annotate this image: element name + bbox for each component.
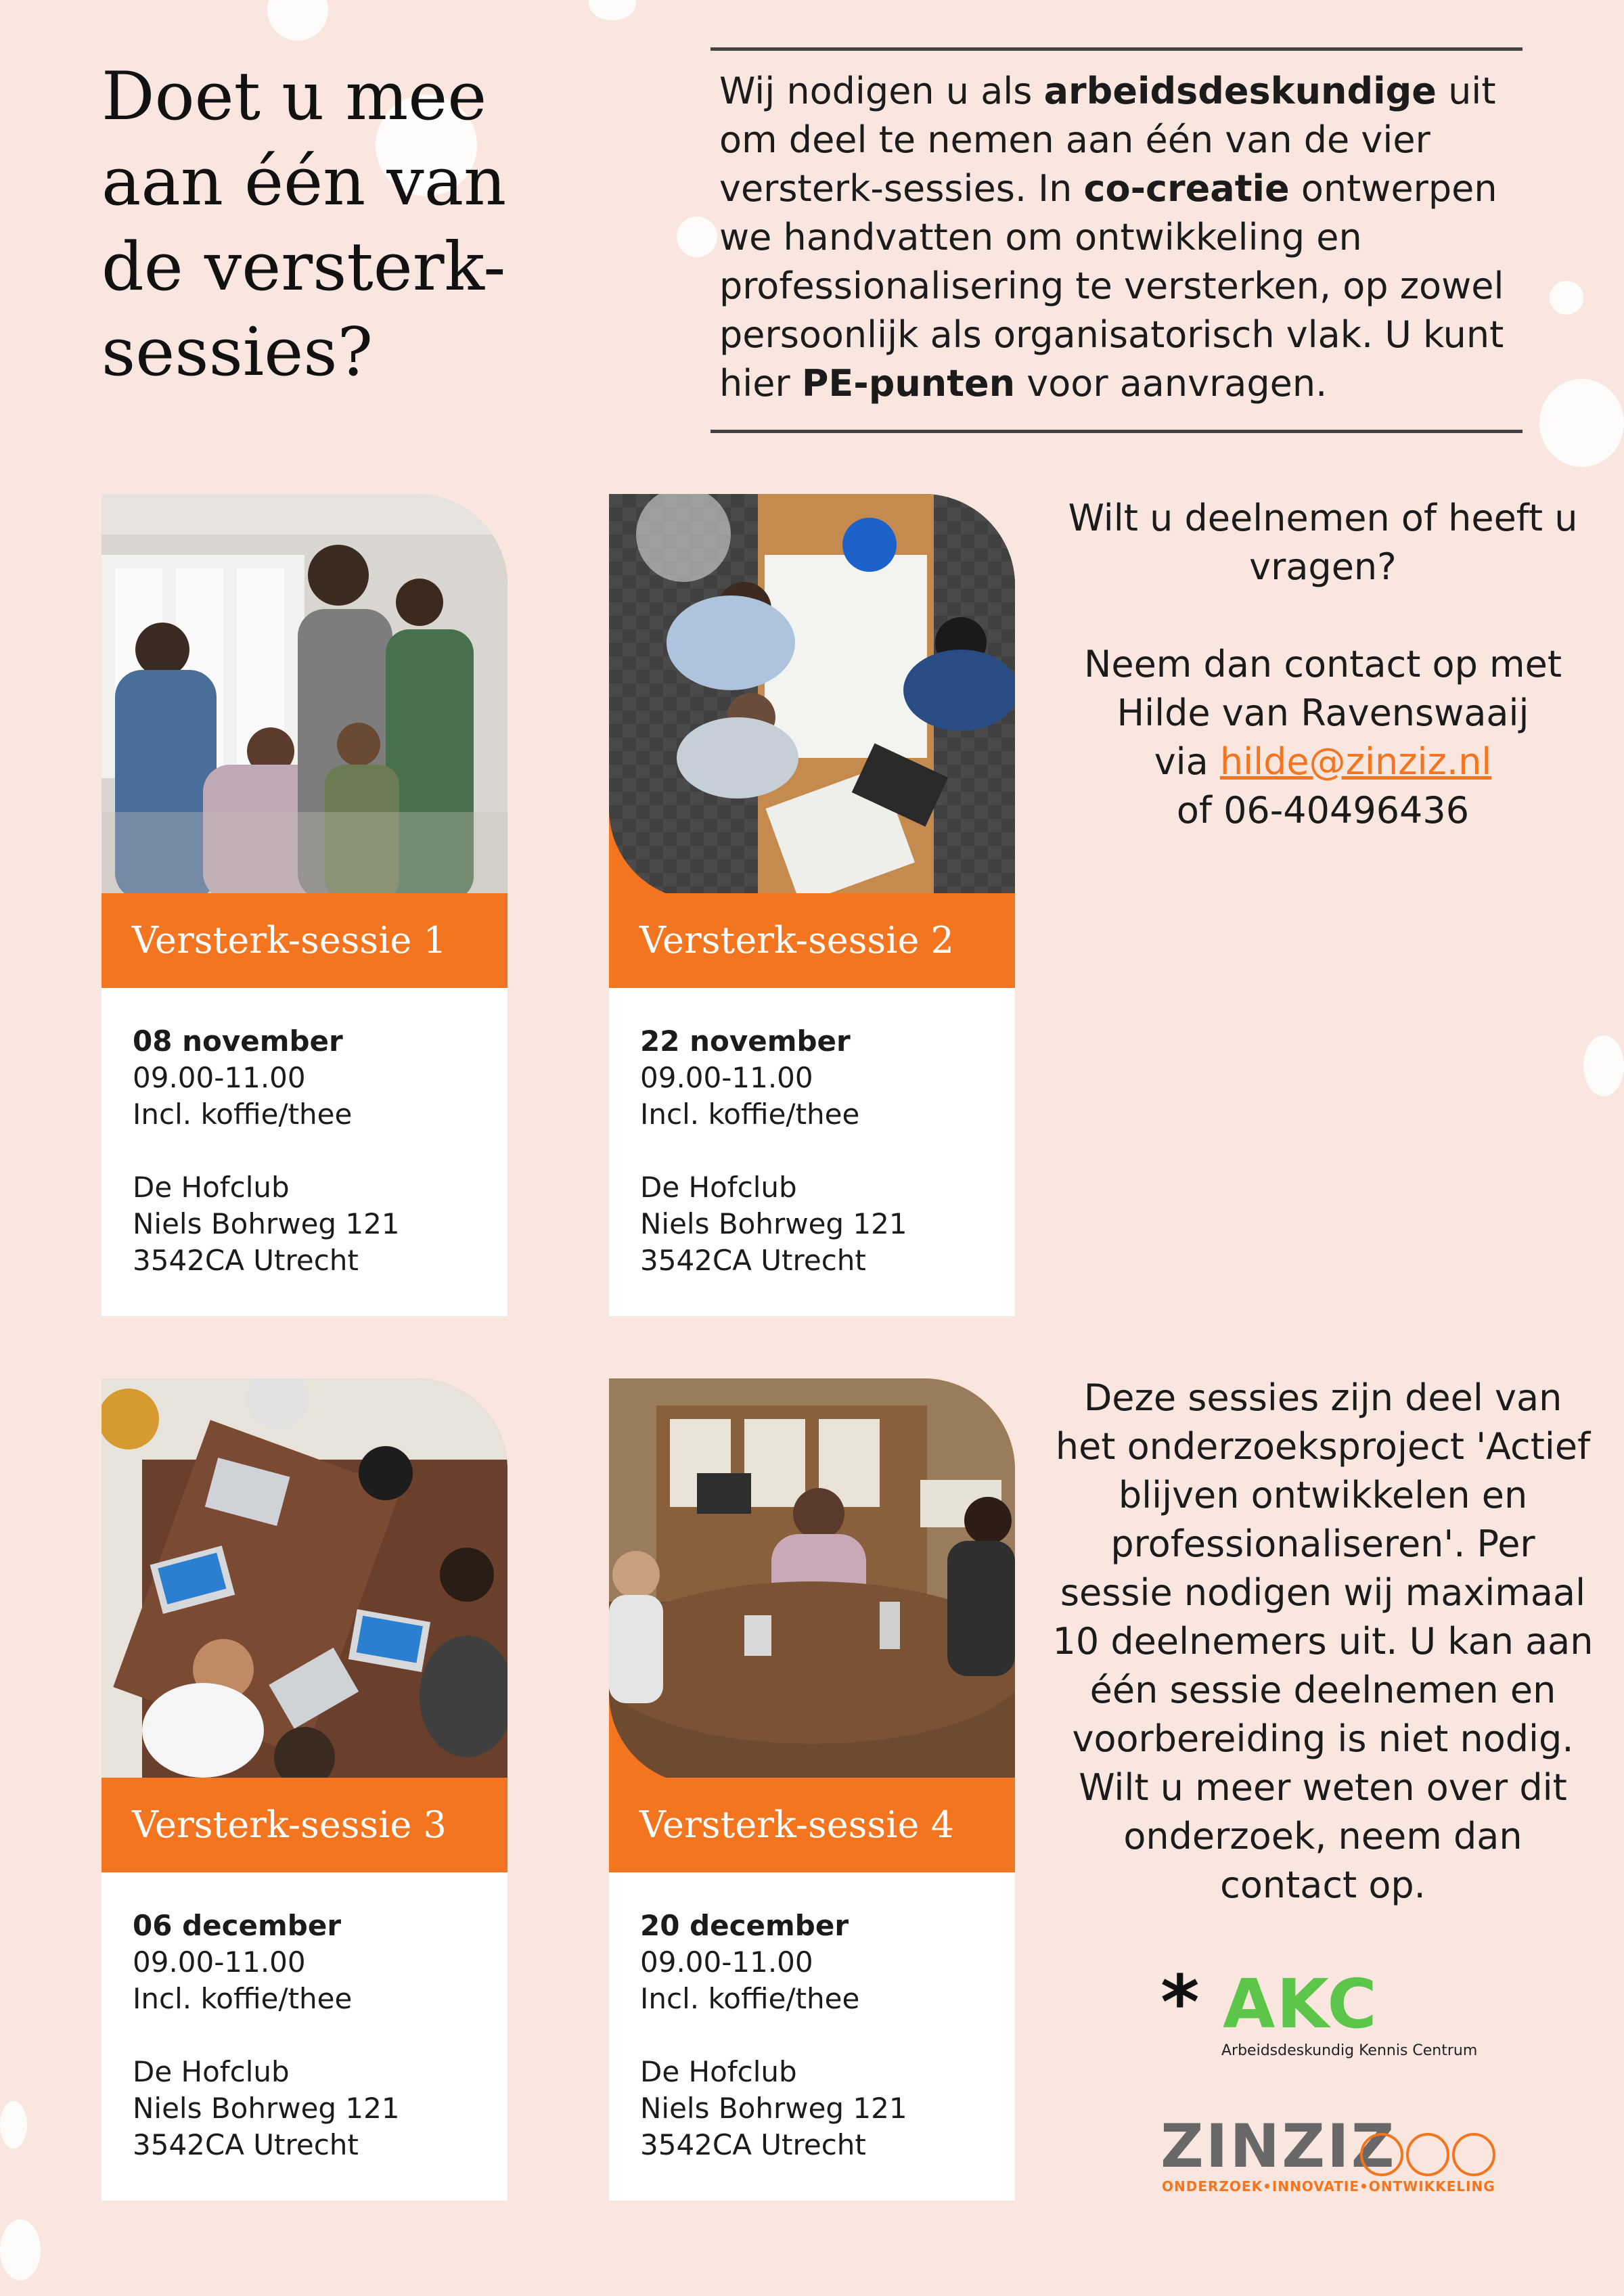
session-street: Niels Bohrweg 121 — [640, 1207, 907, 1240]
session-extra: Incl. koffie/thee — [640, 1098, 860, 1131]
decor-dot — [589, 0, 636, 20]
zinziz-circles-icon — [1360, 2128, 1502, 2182]
session-date: 08 november — [133, 1025, 343, 1058]
session-title: Versterk-sessie 4 — [609, 1778, 1015, 1872]
contact-block — [1056, 494, 1590, 835]
session-date: 06 december — [133, 1909, 342, 1942]
session-venue: De Hofclub — [133, 2055, 290, 2088]
contact-line-1: Neem dan contact op met — [1083, 643, 1562, 685]
session-street: Niels Bohrweg 121 — [640, 2092, 907, 2125]
decor-dot — [0, 2220, 41, 2280]
session-details — [609, 1872, 1015, 2201]
asterisk-icon: * — [1160, 1959, 1200, 2046]
decor-dot — [1539, 379, 1624, 467]
session-card-3 — [102, 1378, 508, 2201]
session-time: 09.00-11.00 — [640, 1945, 813, 1979]
session-card-2 — [609, 494, 1015, 1316]
session-city: 3542CA Utrecht — [640, 1244, 866, 1277]
akc-logo — [1160, 1959, 1499, 2061]
session-venue: De Hofclub — [640, 2055, 797, 2088]
zinziz-logo — [1160, 2111, 1512, 2199]
intro-box — [710, 47, 1522, 433]
photo-group-discussion — [102, 494, 508, 900]
session-venue: De Hofclub — [133, 1171, 290, 1204]
session-venue: De Hofclub — [640, 1171, 797, 1204]
session-city: 3542CA Utrecht — [133, 1244, 359, 1277]
session-date: 22 november — [640, 1025, 851, 1058]
decor-dot — [267, 0, 328, 41]
session-street: Niels Bohrweg 121 — [133, 1207, 400, 1240]
session-card-4 — [609, 1378, 1015, 2201]
session-time: 09.00-11.00 — [133, 1945, 306, 1979]
session-city: 3542CA Utrecht — [133, 2128, 359, 2161]
zinziz-wordmark: ZINZIZ — [1160, 2111, 1397, 2181]
akc-wordmark: AKC — [1223, 1964, 1378, 2044]
photo-blueprint-meeting — [609, 494, 1015, 900]
decor-dot — [1583, 1035, 1624, 1096]
session-details — [609, 988, 1015, 1316]
session-extra: Incl. koffie/thee — [133, 1982, 353, 2015]
decor-dot — [1550, 281, 1583, 315]
session-extra: Incl. koffie/thee — [133, 1098, 353, 1131]
session-details — [102, 1872, 508, 2201]
photo-boardroom — [609, 1378, 1015, 1784]
contact-question-line-2: vragen? — [1249, 545, 1397, 588]
session-city: 3542CA Utrecht — [640, 2128, 866, 2161]
contact-email-line: via hilde@zinziz.nl — [1154, 740, 1492, 783]
project-description: Deze sessies zijn deel van het onderzoeksproject 'Actief blijven ontwikkelen en professionaliseren'. Per sessie nodigen wij maximaal 10 deelnemers uit. U kan aan één sessie deelnemen en voorbereiding is niet nodig. Wilt u meer weten over dit onderzoek, neem dan contact op. — [1052, 1376, 1594, 1906]
zinziz-tagline: ONDERZOEK•INNOVATIE•ONTWIKKELING — [1162, 2178, 1495, 2194]
session-title: Versterk-sessie 2 — [609, 893, 1015, 988]
session-street: Niels Bohrweg 121 — [133, 2092, 400, 2125]
page-title: Doet u mee aan één van de versterk-sessies? — [102, 58, 507, 391]
contact-name: Hilde van Ravenswaaij — [1116, 692, 1529, 734]
session-time: 09.00-11.00 — [133, 1061, 306, 1094]
session-title: Versterk-sessie 1 — [102, 893, 508, 988]
session-title: Versterk-sessie 3 — [102, 1778, 508, 1872]
contact-phone: of 06-40496436 — [1176, 789, 1470, 832]
session-card-1 — [102, 494, 508, 1316]
intro-text: Wij nodigen u als arbeidsdeskundige uit om deel te nemen aan één van de vier versterk-sessies. In co-creatie ontwerpen we handvatten om ontwikkeling en professionalisering te versterken, op zowel persoonlijk als organisatorisch vlak. U kunt hier PE-punten voor aanvragen. — [719, 70, 1504, 405]
akc-subtitle: Arbeidsdeskundig Kennis Centrum — [1221, 2042, 1478, 2059]
email-link[interactable]: hilde@zinziz.nl — [1219, 740, 1492, 783]
photo-laptop-table — [102, 1378, 508, 1784]
session-date: 20 december — [640, 1909, 849, 1942]
decor-dot — [0, 2101, 27, 2148]
session-details — [102, 988, 508, 1316]
session-time: 09.00-11.00 — [640, 1061, 813, 1094]
contact-question-line-1: Wilt u deelnemen of heeft u — [1068, 497, 1578, 539]
session-extra: Incl. koffie/thee — [640, 1982, 860, 2015]
